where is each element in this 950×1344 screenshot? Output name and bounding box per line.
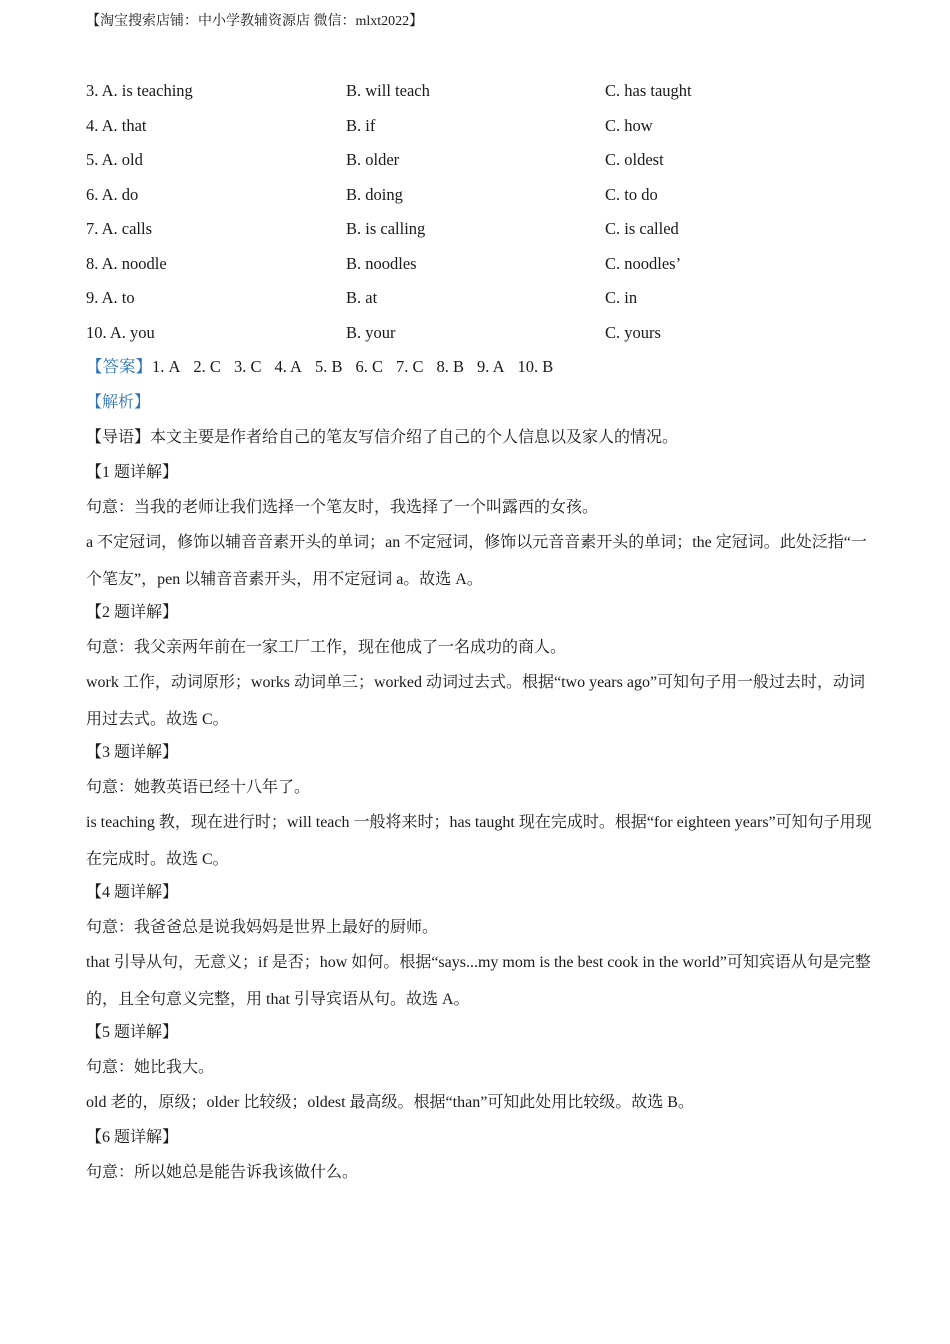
option-b: B. is calling (346, 219, 426, 238)
option-row (86, 320, 886, 355)
option-row (86, 285, 886, 320)
option-b: B. will teach (346, 81, 430, 100)
option-b: B. doing (346, 184, 403, 204)
options-table (86, 78, 886, 354)
option-a: 9. A. to (86, 288, 135, 307)
option-c: C. is called (605, 219, 679, 238)
option-c: C. to do (605, 184, 658, 204)
option-c: C. oldest (605, 150, 664, 169)
option-b: B. older (346, 150, 400, 169)
option-c: C. in (605, 288, 638, 307)
explanation: old 老的，原级；older 比较级；oldest 最高级。根据“than”可知此处用比较级。故选 B。 (86, 1094, 694, 1111)
sentence-meaning: 句意：她教英语已经十八年了。 (86, 779, 311, 796)
option-a: 10. A. you (86, 322, 155, 342)
option-a: 7. A. calls (86, 219, 152, 238)
answer-line (86, 355, 566, 379)
question-heading: 【6 题详解】 (86, 1129, 179, 1146)
option-b: B. at (346, 288, 378, 307)
option-b: B. noodles (346, 253, 417, 273)
option-row (86, 113, 886, 148)
option-b: B. if (346, 115, 376, 135)
answer-item: 2. C (193, 357, 221, 376)
answer-item: 9. A (477, 357, 505, 376)
answer-item: 5. B (314, 357, 343, 376)
analysis-section (86, 391, 876, 1196)
explanation: that 引导从句，无意义；if 是否；how 如何。根据“says...my mom is the best cook in the world”可知宾语从句是完整的，且全句意义完整，用 that 引导宾语从句。故选 A。 (86, 954, 871, 1008)
answer-item: 8. B (436, 357, 465, 376)
answer-item: 10. B (517, 357, 554, 376)
option-row (86, 251, 886, 286)
answer-label: 【答案】 (86, 357, 152, 376)
question-heading: 【3 题详解】 (86, 744, 179, 761)
option-a: 3. A. is teaching (86, 81, 193, 100)
option-c: C. noodles’ (605, 253, 682, 273)
option-row (86, 78, 886, 113)
option-c: C. how (605, 115, 653, 135)
sentence-meaning: 句意：她比我大。 (86, 1059, 215, 1076)
question-heading: 【5 题详解】 (86, 1024, 179, 1041)
sentence-meaning: 句意：我爸爸总是说我妈妈是世界上最好的厨师。 (86, 919, 439, 936)
page-header-watermark: 【淘宝搜索店铺：中小学教辅资源店 微信：mlxt2022】 (86, 14, 424, 29)
option-a: 8. A. noodle (86, 253, 167, 273)
answer-item: 3. C (233, 357, 262, 376)
option-row (86, 216, 886, 251)
option-c: C. yours (605, 322, 661, 342)
option-a: 5. A. old (86, 150, 143, 169)
intro-paragraph: 【导语】本文主要是作者给自己的笔友写信介绍了自己的个人信息以及家人的情况。 (86, 429, 679, 446)
explanation: work 工作，动词原形；works 动词单三；worked 动词过去式。根据“two years ago”可知句子用一般过去时，动词用过去式。故选 C。 (86, 674, 866, 728)
answer-item: 6. C (355, 357, 383, 376)
option-b: B. your (346, 322, 396, 342)
question-heading: 【2 题详解】 (86, 604, 179, 621)
sentence-meaning: 句意：所以她总是能告诉我该做什么。 (86, 1164, 359, 1181)
option-row (86, 182, 886, 217)
explanation: a 不定冠词，修饰以辅音音素开头的单词；an 不定冠词，修饰以元音音素开头的单词；the 定冠词。此处泛指“一个笔友”，pen 以辅音音素开头，用不定冠词 a。故选 A。 (86, 534, 867, 588)
option-a: 6. A. do (86, 184, 139, 204)
option-a: 4. A. that (86, 115, 147, 135)
answer-item: 7. C (396, 357, 424, 376)
explanation: is teaching 教，现在进行时；will teach 一般将来时；has taught 现在完成时。根据“for eighteen years”可知句子用现在完成时。故选 C。 (86, 814, 872, 868)
option-c: C. has taught (605, 81, 692, 100)
answer-item: 4. A (274, 357, 302, 376)
analysis-label: 【解析】 (86, 394, 151, 411)
question-heading: 【4 题详解】 (86, 884, 179, 901)
option-row (86, 147, 886, 182)
sentence-meaning: 句意：当我的老师让我们选择一个笔友时，我选择了一个叫露西的女孩。 (86, 499, 599, 516)
question-heading: 【1 题详解】 (86, 464, 179, 481)
answer-item: 1. A (152, 357, 181, 376)
sentence-meaning: 句意：我父亲两年前在一家工厂工作，现在他成了一名成功的商人。 (86, 639, 567, 656)
